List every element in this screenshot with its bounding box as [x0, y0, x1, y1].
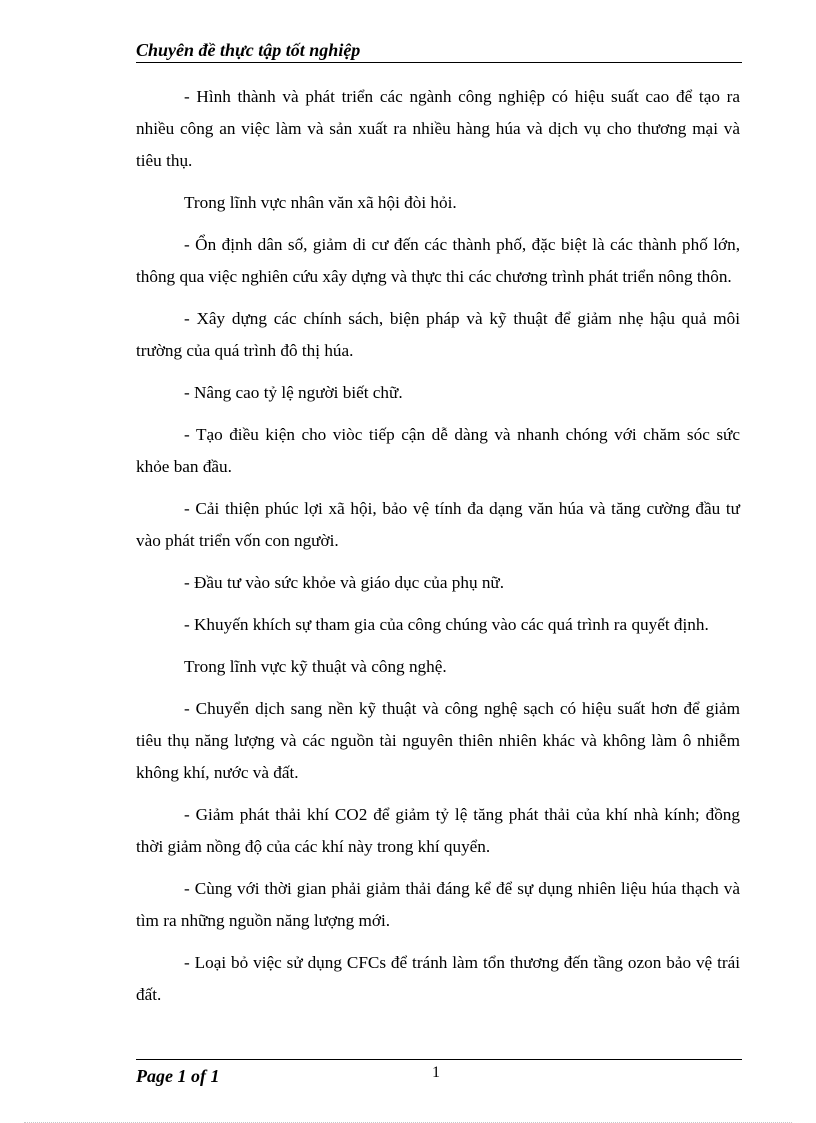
header-title: Chuyên đề thực tập tốt nghiệp	[136, 40, 361, 60]
footer-divider	[136, 1059, 742, 1060]
paragraph: - Hình thành và phát triển các ngành công nghiệp có hiệu suất cao để tạo ra nhiều công an việc làm và sản xuất ra nhiều hàng húa và dịch vụ cho thương mại và tiêu thụ.	[136, 87, 740, 170]
paragraph: - Ổn định dân số, giảm di cư đến các thành phố, đặc biệt là các thành phố lớn, thông qua việc nghiên cứu xây dựng và thực thi các chương trình phát triển nông thôn.	[136, 235, 740, 286]
paragraph: - Tạo điều kiện cho viòc tiếp cận dễ dàng và nhanh chóng với chăm sóc sức khỏe ban đầu.	[136, 425, 740, 476]
header-divider	[136, 62, 742, 63]
footer-page-label: Page 1 of 1	[136, 1066, 220, 1086]
footer-page-number: 1	[432, 1064, 440, 1081]
paragraph: - Chuyển dịch sang nền kỹ thuật và công nghệ sạch có hiệu suất hơn để giảm tiêu thụ năng lượng và các nguồn tài nguyên thiên nhiên khác và không làm ô nhiễm không khí, nước và đất.	[136, 699, 740, 782]
paragraph: - Cải thiện phúc lợi xã hội, bảo vệ tính đa dạng văn húa và tăng cường đầu tư vào phát triển vốn con người.	[136, 499, 740, 550]
paragraph: - Giảm phát thải khí CO2 để giảm tỷ lệ tăng phát thải của khí nhà kính; đồng thời giảm nồng độ của các khí này trong khí quyển.	[136, 805, 740, 856]
paragraph: - Xây dựng các chính sách, biện pháp và kỹ thuật để giảm nhẹ hậu quả môi trường của quá trình đô thị húa.	[136, 309, 740, 360]
paragraph: - Cùng với thời gian phải giảm thải đáng kể để sự dụng nhiên liệu húa thạch và tìm ra những nguồn năng lượng mới.	[136, 879, 740, 930]
paragraph: - Nâng cao tỷ lệ người biết chữ.	[184, 383, 403, 402]
paragraph: - Khuyến khích sự tham gia của công chúng vào các quá trình ra quyết định.	[184, 615, 709, 634]
document-body	[136, 81, 740, 1021]
paragraph: - Đầu tư vào sức khỏe và giáo dục của phụ nữ.	[184, 573, 505, 592]
paragraph: Trong lĩnh vực kỹ thuật và công nghệ.	[184, 657, 447, 676]
paragraph: Trong lĩnh vực nhân văn xã hội đòi hỏi.	[184, 193, 457, 212]
paragraph: - Loại bỏ việc sử dụng CFCs để tránh làm tổn thương đến tầng ozon bảo vệ trái đất.	[136, 953, 740, 1004]
